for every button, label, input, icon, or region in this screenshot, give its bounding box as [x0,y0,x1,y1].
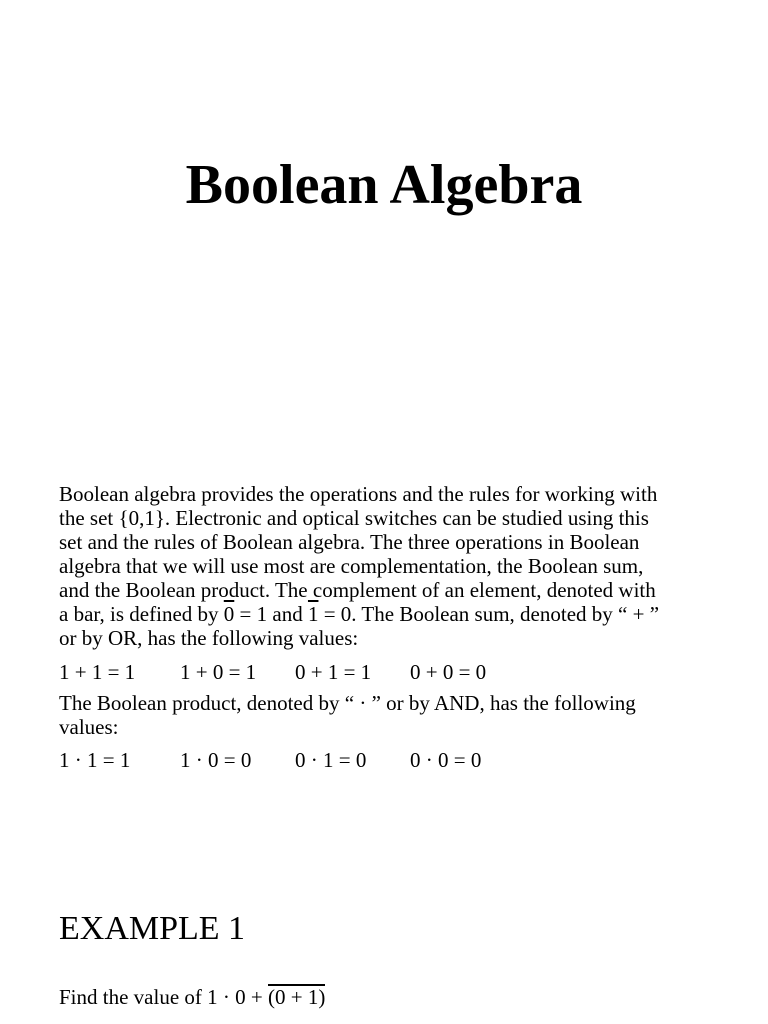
intro-text: = 1 and [234,602,308,626]
intro-line: algebra that we will use most are complementation, the Boolean sum, [59,554,644,578]
intro-line-complement [59,602,719,626]
intro-line: or by OR, has the following values: [59,626,359,650]
sum-value: 1 + 0 = 1 [180,660,257,684]
product-line: values: [59,715,119,739]
sum-value: 0 + 0 = 0 [410,660,487,684]
intro-line: the set {0,1}. Electronic and optical switches can be studied using this [59,506,649,530]
page-title: Boolean Algebra [185,154,583,216]
product-value: 0 · 0 = 0 [410,748,482,772]
complement-zero: 0 [223,602,235,626]
example-heading: EXAMPLE 1 [59,910,246,947]
sum-value: 0 + 1 = 1 [295,660,372,684]
intro-line: and the Boolean product. The complement of an element, denoted with [59,578,656,602]
example-overlined-expression: (0 + 1) [267,985,326,1009]
intro-paragraph [59,482,719,650]
intro-text: a bar, is defined by [59,602,224,626]
example-prefix: Find the value of 1 · 0 + [59,985,268,1009]
product-value: 0 · 1 = 0 [295,748,367,772]
intro-line: set and the rules of Boolean algebra. The three operations in Boolean [59,530,640,554]
example-text [59,984,325,1009]
sum-value: 1 + 1 = 1 [59,660,136,684]
product-value: 1 · 0 = 0 [180,748,252,772]
product-value: 1 · 1 = 1 [59,748,131,772]
intro-line: Boolean algebra provides the operations and the rules for working with [59,482,658,506]
product-paragraph [59,691,719,739]
intro-text: = 0. The Boolean sum, denoted by “ + ” [318,602,660,626]
product-line: The Boolean product, denoted by “ · ” or by AND, has the following [59,691,636,715]
complement-one: 1 [307,602,319,626]
